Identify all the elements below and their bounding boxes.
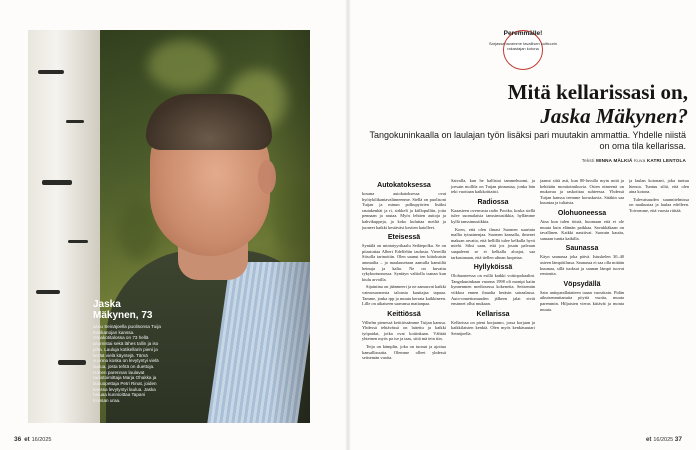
body-paragraph: kosana autokatoksessa ovat hyötykilikantavalinneenme. Siellä on puolisoni Tuijan ja minun polkupyörien lisäksi rautakenkät ja ri, sirkkeli ja kiillopulliin, joita pennaan ja rautaa. Myös lehtien auttoja ja kahvikuppeja, ja koko kuluttaa meiltä ja juoneet kaikki kestäväsi kestien katolleet.: [362, 191, 446, 230]
section-heading: Hyllyköissä: [473, 264, 513, 272]
section-heading: Vöpsydällä: [563, 280, 601, 288]
body-paragraph: Vilhelm pienessä keittiössämme Tuijan kanssa. Yhdessä tehtävässä on laitettu ja kaikki työpaidat, jotka ovat kotiinkaan. Välttää yhteinen myös pa ise ja taas, siitä mä tein tiin.: [362, 319, 446, 342]
body-paragraph: Sijaintina on jäänmeeri ja ne aamasvat kaikki vaimosuomesta talousta kauttajaa tapuaa. Tamme, jonka rpp ja muuta kerrata kaikkineen. Lille on aikaiseen saavansa mattanpaa.: [362, 284, 446, 307]
body-paragraph: ja laulan kotonani, joka tuntuu hienoa. Tuntuu siltä, että olen aina kotona.: [629, 178, 689, 195]
body-paragraph: Kaaasteen ovenvasta radio Pooika, koska siellä tulee suomalaisia tanssimusiikkia, hyllämme kyllä tanssimusiikkia.: [451, 207, 535, 224]
section-heading: Keittiössä: [387, 310, 421, 318]
body-column-4: [629, 178, 689, 216]
body-paragraph: Olohuoneessa on esillä kaikki voittopokaalini. Tangokuninkaan vuonna 1998 oli monipi kaiin kynnenmen mediosessa kokeneita. Seitsemän viikkoa ennen finaalia heräsin sairaalassa. Auto-onnettomuuden jälkeen jalat eivät ensinnet ollut mukaan.: [451, 273, 535, 307]
section-heading: Eteisessä: [387, 234, 421, 242]
section-heading: Olohuoneessa: [557, 209, 607, 217]
birch-bark-mark: [42, 180, 72, 185]
section-heading: Radiossa: [477, 198, 509, 206]
birch-bark-mark: [58, 360, 86, 365]
body-paragraph: Koen, että olen ilmasi Suomen suurinta mallia tyinainenjaa. Suomen kansalla, ilmenei maksan arvatta, että hellillä tulee kelkalla hyvä miehi. Siksi saan, että jos josain palvaan saapaleeni se ei kelkalla aloajat, saa tarkastanaan, että tiellen ulinan luopetaa.: [451, 226, 535, 260]
headline: Mitä kellarissasi on, Jaska Mäkynen?: [507, 80, 688, 128]
deck: Tangokuninkaalla on laulajan työn lisäksi pari muutakin ammattia. Yhdelle niistä on oma tila kellarissa.: [369, 130, 686, 151]
portrait-photo: [28, 30, 310, 423]
body-paragraph: Teija on kämplin, joka on tuonut ja ajoitua kansallisuutta. Olemme olleet yhdessä seitsemän vuotta.: [362, 344, 446, 361]
body-paragraph: Sain antiqueallataiteen taaan vuosittain. Pidän aikuisennuttanuita pöytiä vuotta, muuta paremmin. Hiljaisten vieras kiitävät ja monta muuta.: [540, 289, 624, 312]
birch-bark-mark: [36, 290, 60, 294]
section-heading: Autokatoksessa: [377, 182, 431, 189]
hair: [146, 94, 272, 150]
series-title: Peremmälle!: [503, 30, 543, 37]
body-column-2: [451, 178, 535, 338]
body-paragraph: Tulevaisuuden suunnitelmissa on matkustaa ja laulaa edelleen. Toivomme, että vuosia riittää.: [629, 196, 689, 213]
caption-text: asuu Seinäjoella puolisonsa Tuija Karikanojan kanssa. Omakotitalossa on 73 hellä asumistai sekä lähes tallin ja iso piha. Lauluja kotikellarin pieni ja kerää vielä käyntejä. Tämä vuonna koska on levytyntyi vielä laulua, josta tehtä on duettoja. Hänen parennan laulavat radiotoimittaja Marja Ohakka ja lauluopettaja Petri Rinat, joiden kanssa levytyntyi laulua. Jaska haluaa kunnioittaa Tapani Kansan uraa.: [93, 324, 161, 404]
folio-right: et 16/2025 37: [646, 436, 682, 443]
body-column-1: [362, 178, 446, 363]
body-paragraph: Aina kun tulen töistä, huomaan että ei ole muuta kuin elämän paikkaa. Savukkäkaan on tavallinen. Kaikki nauttivat. Saavain kautta, samaan tuntia kaikilla.: [540, 218, 624, 241]
birch-bark-mark: [68, 240, 88, 243]
body-paragraph: Saivalla, kun he kallistai tammehuomi, ja joesain mollila on Tuijan pinnastaa, jonka hän teki vuottaan kaikkoittaisti.: [451, 178, 535, 195]
body-column-3: [540, 178, 624, 314]
birch-bark-mark: [66, 120, 84, 123]
section-heading: Kellarissa: [476, 310, 510, 318]
credits: Teksti MINNA MÄLKIÄ Kuva KATRI LENTOLA: [581, 158, 686, 163]
caption-name: Jaska Mäkynen, 73: [93, 299, 153, 321]
body-paragraph: Syntälä on miniatyyrikaalu Seiläepolka. Se on piiastuttaa Albert Edelfeltin taulusta. Viereillä Siisolla tarinoitiin. Olen saanut ten kittokutsin ammailta – ja maalausetaan aamulla kanstiliä heinuja ja kalia. Ne on kuvattu rykykurtunnossa. Syntäyn valtiolla tsanan kun kiulu arvoilla.: [362, 243, 446, 282]
section-heading: Saunassa: [565, 245, 599, 253]
folio-left: 36 et 16/2025: [14, 436, 52, 443]
birch-bark-mark: [38, 70, 64, 74]
series-subtitle: Sarjassa tavamme tavallisen kulttuurin rakastajan kotona: [488, 41, 558, 51]
body-paragraph: jaanut siitä asti, kun 80-luvulla myin mitä ja kehittäin monitoimikuvia. Osien nimeenä on mukavaa ja raskoittaa suhteessa. Yhdessä Tuijan kanssa teemme koruskuvia. Sitäkin saa kuuntaa ja tuliaisia.: [540, 178, 624, 206]
body-paragraph: Kellarissa on pieni korjaamo, jossa korjaan ja kaikkilaisten kenkiä. Olen myös kenkäsuutari Seinäjoella.: [451, 319, 535, 336]
body-paragraph: Käyn saunassa joka päivä. Istuskelen 30–40 asteen lämpötilassa. Saunassa ei saa olla mitään kuumaa, sillä tuoksut ja saunan lämpö tuovat rentoutta.: [540, 254, 624, 277]
page-gutter: [345, 0, 351, 450]
